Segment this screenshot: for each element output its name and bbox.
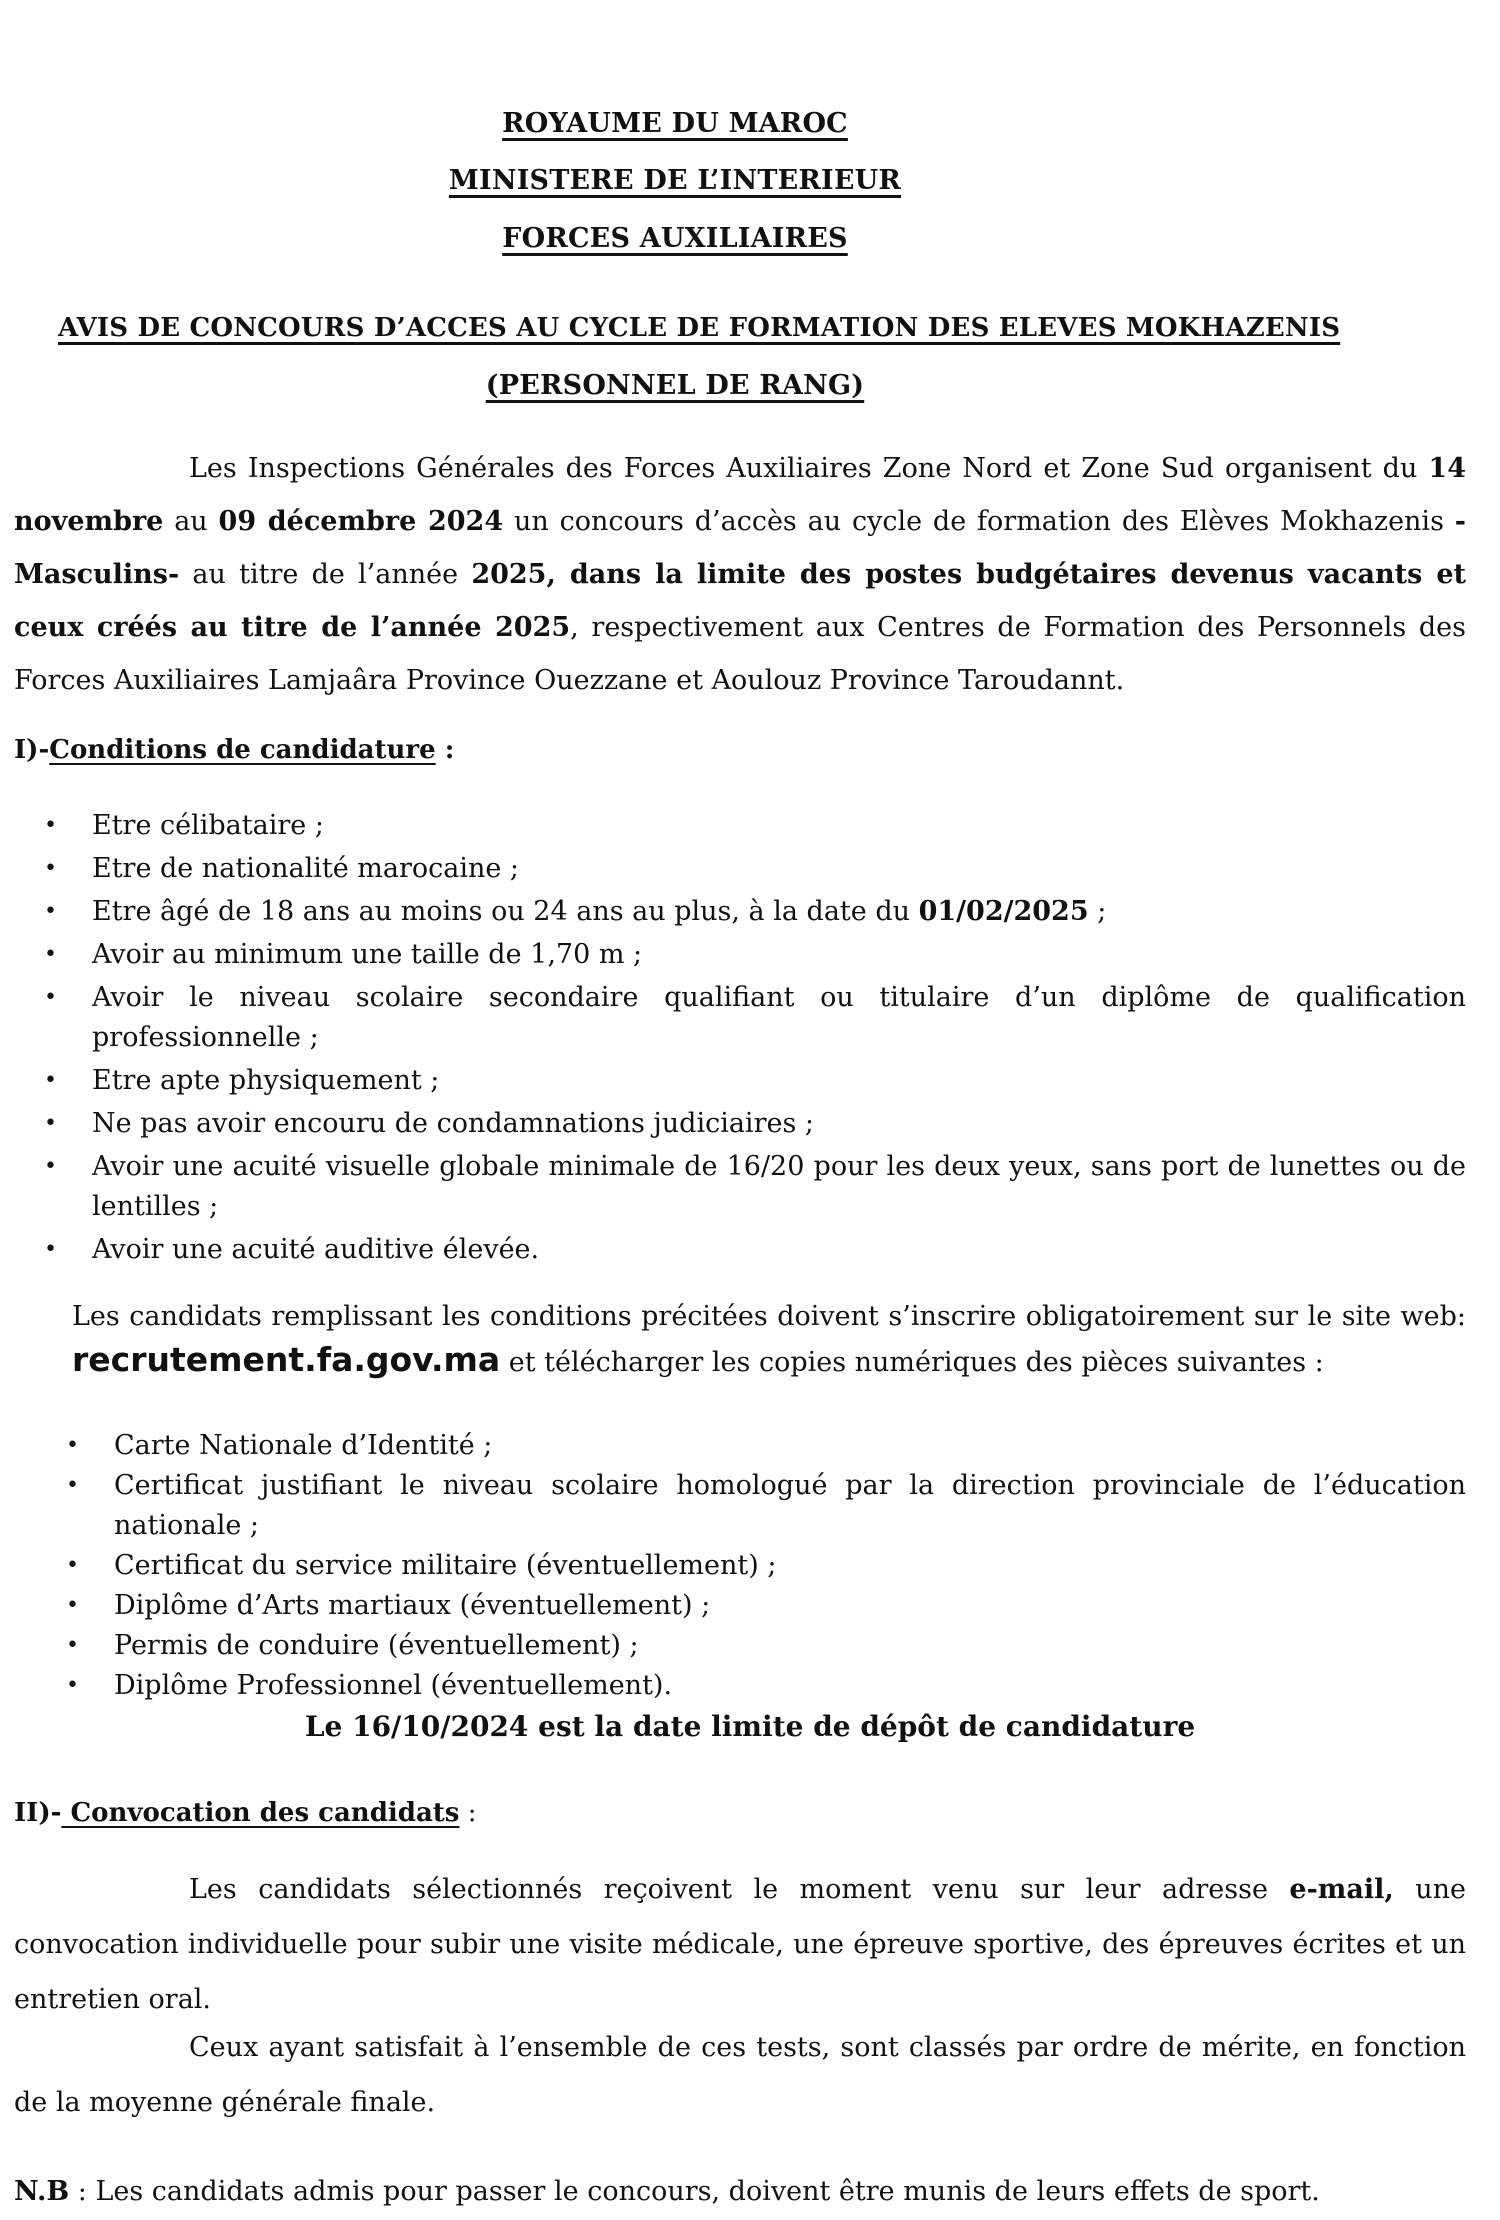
bullet-icon: • [66,1633,79,1658]
notice-title: AVIS DE CONCOURS D’ACCES AU CYCLE DE FORMATION DES ELEVES MOKHAZENIS [58,313,1341,343]
list-item: • Avoir une acuité visuelle globale minimale de 16/20 pour les deux yeux, sans port de lunettes ou de lentilles ; [92,1147,1466,1227]
deadline-notice: Le 16/10/2024 est la date limite de dépôt de candidature [304,1710,1196,1743]
bullet-icon: • [44,1068,57,1093]
note-label: N.B [14,2176,70,2207]
start-date: 14 novembre [14,453,1466,537]
header-kingdom: ROYAUME DU MAROC [502,108,848,139]
bullet-icon: • [66,1553,79,1578]
bullet-icon: • [66,1473,79,1498]
bullet-icon: • [66,1593,79,1618]
convocation-paragraph: Les candidats sélectionnés reçoivent le moment venu sur leur adresse e-mail, une convocation individuelle pour subir une visite médicale, une épreuve sportive, des épreuves écrites et un entretien oral. [14,1874,1466,2015]
ranking-paragraph: Ceux ayant satisfait à l’ensemble de ces tests, sont classés par ordre de mérite, en fonction de la moyenne générale finale. [14,2032,1466,2118]
registration-website-link[interactable]: recrutement.fa.gov.ma [72,1340,501,1379]
bullet-icon: • [66,1673,79,1698]
list-item: • Ne pas avoir encouru de condamnations judiciaires ; [92,1104,1466,1144]
end-date: 09 décembre 2024 [218,506,504,537]
list-item: • Certificat du service militaire (éventuellement) ; [114,1546,1466,1586]
list-item: • Diplôme Professionnel (éventuellement). [114,1666,1466,1706]
header-forces: FORCES AUXILIAIRES [502,223,848,254]
registration-paragraph: Les candidats remplissant les conditions précitées doivent s’inscrire obligatoirement sur le site web: recrutement.fa.gov.ma et télécharger les copies numériques des pièces suivantes : [72,1301,1466,1379]
bullet-icon: • [44,942,57,967]
list-item: • Avoir au minimum une taille de 1,70 m ; [92,935,1466,975]
list-item: • Certificat justifiant le niveau scolaire homologué par la direction provinciale de l’éducation nationale ; [114,1466,1466,1546]
list-item: • Permis de conduire (éventuellement) ; [114,1626,1466,1666]
age-reference-date: 01/02/2025 [918,896,1089,927]
list-item: • Etre célibataire ; [92,806,1466,846]
notice-subtitle: (PERSONNEL DE RANG) [485,370,865,401]
bullet-icon: • [66,1433,79,1458]
section-2-heading: II)- Convocation des candidats : [14,1798,477,1828]
bullet-icon: • [44,899,57,924]
bullet-icon: • [44,985,57,1010]
note-paragraph: N.B : Les candidats admis pour passer le concours, doivent être munis de leurs effets de sport. [14,2176,1320,2207]
gender-label: -Masculins- [14,506,1466,590]
section-1-heading: I)-Conditions de candidature : [14,735,455,765]
bullet-icon: • [44,813,57,838]
bullet-icon: • [44,856,57,881]
list-item: • Avoir le niveau scolaire secondaire qualifiant ou titulaire d’un diplôme de qualification professionnelle ; [92,978,1466,1058]
list-item: • Diplôme d’Arts martiaux (éventuellement) ; [114,1586,1466,1626]
list-item: • Etre âgé de 18 ans au moins ou 24 ans au plus, à la date du 01/02/2025 ; [92,892,1466,932]
list-item: • Avoir une acuité auditive élevée. [92,1230,1466,1270]
list-item: • Etre apte physiquement ; [92,1061,1466,1101]
documents-list [66,1426,1466,1706]
budget-clause: 2025, dans la limite des postes budgétaires devenus vacants et ceux créés au titre de l’année 2025 [14,559,1467,643]
conditions-list [44,806,1466,1270]
bullet-icon: • [44,1237,57,1262]
list-item: • Carte Nationale d’Identité ; [114,1426,1466,1466]
bullet-icon: • [44,1111,57,1136]
bullet-icon: • [44,1154,57,1179]
list-item: • Etre de nationalité marocaine ; [92,849,1466,889]
intro-paragraph: Les Inspections Générales des Forces Auxiliaires Zone Nord et Zone Sud organisent du 14 novembre au 09 décembre 2024 un concours d’accès au cycle de formation des Elèves Mokhazenis -Masculins- au titre de l’année 2025, dans la limite des postes budgétaires devenus vacants et ceux créés au titre de l’année 2025, respectivement aux Centres de Formation des Personnels des Forces Auxiliaires Lamjaâra Province Ouezzane et Aoulouz Province Taroudannt. [14,453,1467,696]
header-ministry: MINISTERE DE L’INTERIEUR [448,165,902,196]
email-label: e-mail, [1289,1874,1394,1905]
